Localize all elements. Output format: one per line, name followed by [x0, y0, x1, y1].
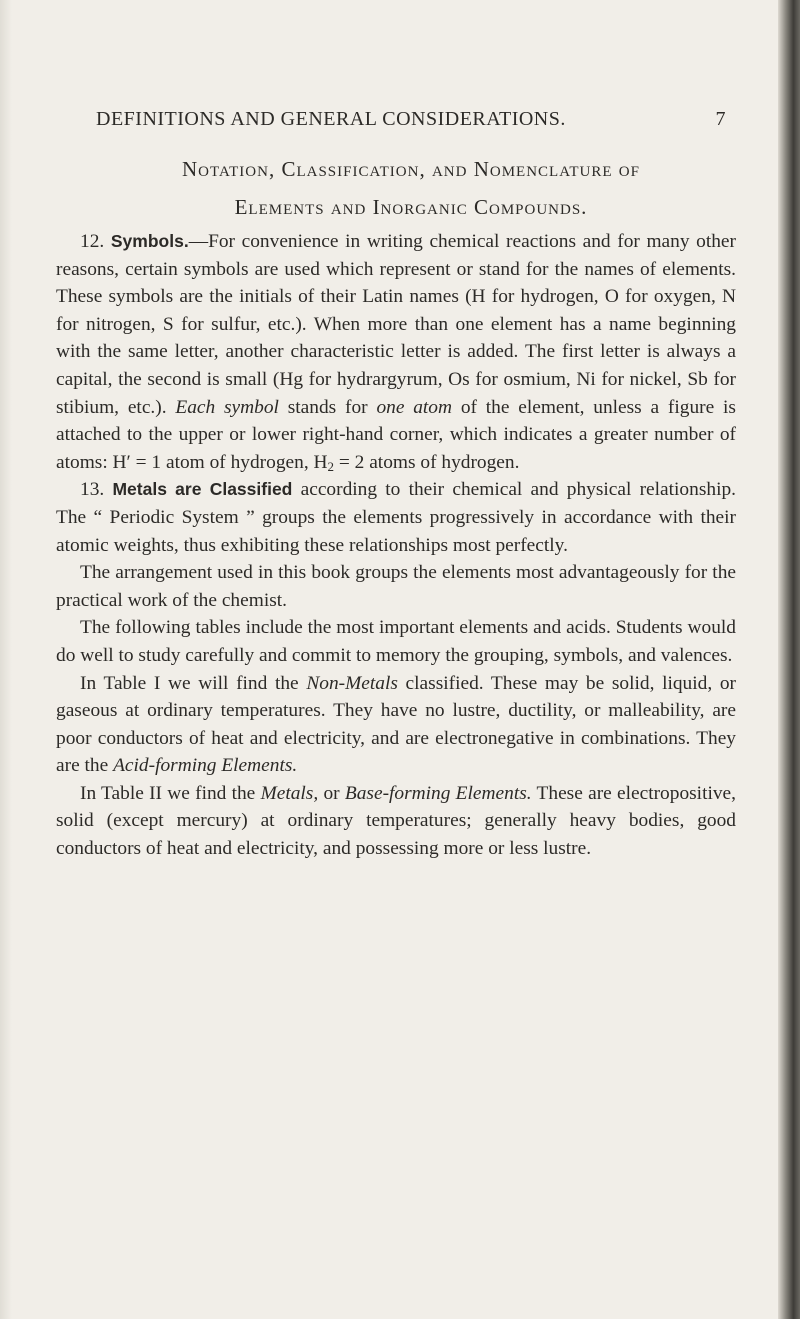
paragraph-lead: Metals are Classified [112, 479, 293, 500]
paragraph-12-symbols [56, 228, 736, 476]
emphasis: Each symbol [175, 396, 279, 418]
body-text [56, 228, 736, 863]
page-gutter-shadow [0, 0, 12, 1319]
paragraph-text: These are electropositive, solid (except mercury) at ordinary temperatures; generally heavy bodies, good conductors of heat and electricity, and possessing more or less lustre. [56, 782, 736, 860]
paragraph-following-tables: The following tables include the most important elements and acids. Students would do well to study carefully and commit to memory the grouping, symbols, and valences. [56, 617, 736, 666]
paragraph-text: of the element, unless a figure is attached to the upper or lower right-hand corner, which indicates a greater number of atoms: H′ = 1 atom of hydrogen, H [56, 396, 736, 473]
paragraph-text: or [323, 782, 340, 804]
page-number: 7 [715, 108, 726, 130]
paragraph-arrangement: The arrangement used in this book groups the elements most advantageously for the practical work of the chemist. [56, 562, 736, 611]
page-edge [778, 0, 800, 1319]
section-heading-line1: Notation, Classification, and Nomenclature of [182, 157, 640, 181]
paragraph-text: In Table II we find the [80, 782, 256, 804]
emphasis: one atom [376, 396, 453, 418]
emphasis: Non-Metals [306, 672, 398, 694]
paragraph-text: = 2 atoms of hydrogen. [334, 451, 520, 473]
emphasis: Metals, [260, 782, 319, 804]
paragraph-lead: Symbols. [110, 231, 189, 251]
running-head-title: DEFINITIONS AND GENERAL CONSIDERATIONS. [96, 108, 566, 130]
paragraph-number: 12. [80, 231, 105, 252]
subscript: 2 [327, 458, 335, 474]
paragraph-13-metals [56, 476, 736, 559]
section-heading [96, 150, 726, 226]
paragraph-number: 13. [80, 479, 105, 501]
emphasis: Base-forming Elements. [344, 782, 532, 804]
emphasis: Acid-forming Elements. [113, 755, 298, 777]
paragraph-text: In Table I we will find the [80, 672, 299, 694]
paragraph-table-1 [56, 670, 736, 780]
paragraph-text: —For convenience in writing chemical reactions and for many other reasons, certain symbols are used which represent or stand for the names of elements. These symbols are the initials of their Latin names (H for hydrogen, O for oxygen, N for nitrogen, S for sulfur, etc.). When more than one element has a name beginning with the same letter, another characteristic letter is added. The first letter is always a capital, the second is small (Hg for hydrargyrum, Os for osmium, Ni for nickel, Sb for stibium, etc.). [56, 231, 736, 418]
section-heading-line2: Elements and Inorganic Compounds. [234, 195, 588, 219]
paragraph-table-2 [56, 780, 736, 863]
paragraph-text: according to their chemical and physical relationship. The “ Periodic System ” groups the elements progressively in accordance with their atomic weights, thus exhibiting these relationships most perfectly. [56, 479, 736, 556]
paragraph-text: classified. These may be solid, liquid, or gaseous at ordinary temperatures. They have no lustre, ductility, or malleability, are poor conductors of heat and electricity, and are electronegative in combinations. They are the [56, 672, 736, 777]
paragraph-text: stands for [287, 396, 368, 418]
